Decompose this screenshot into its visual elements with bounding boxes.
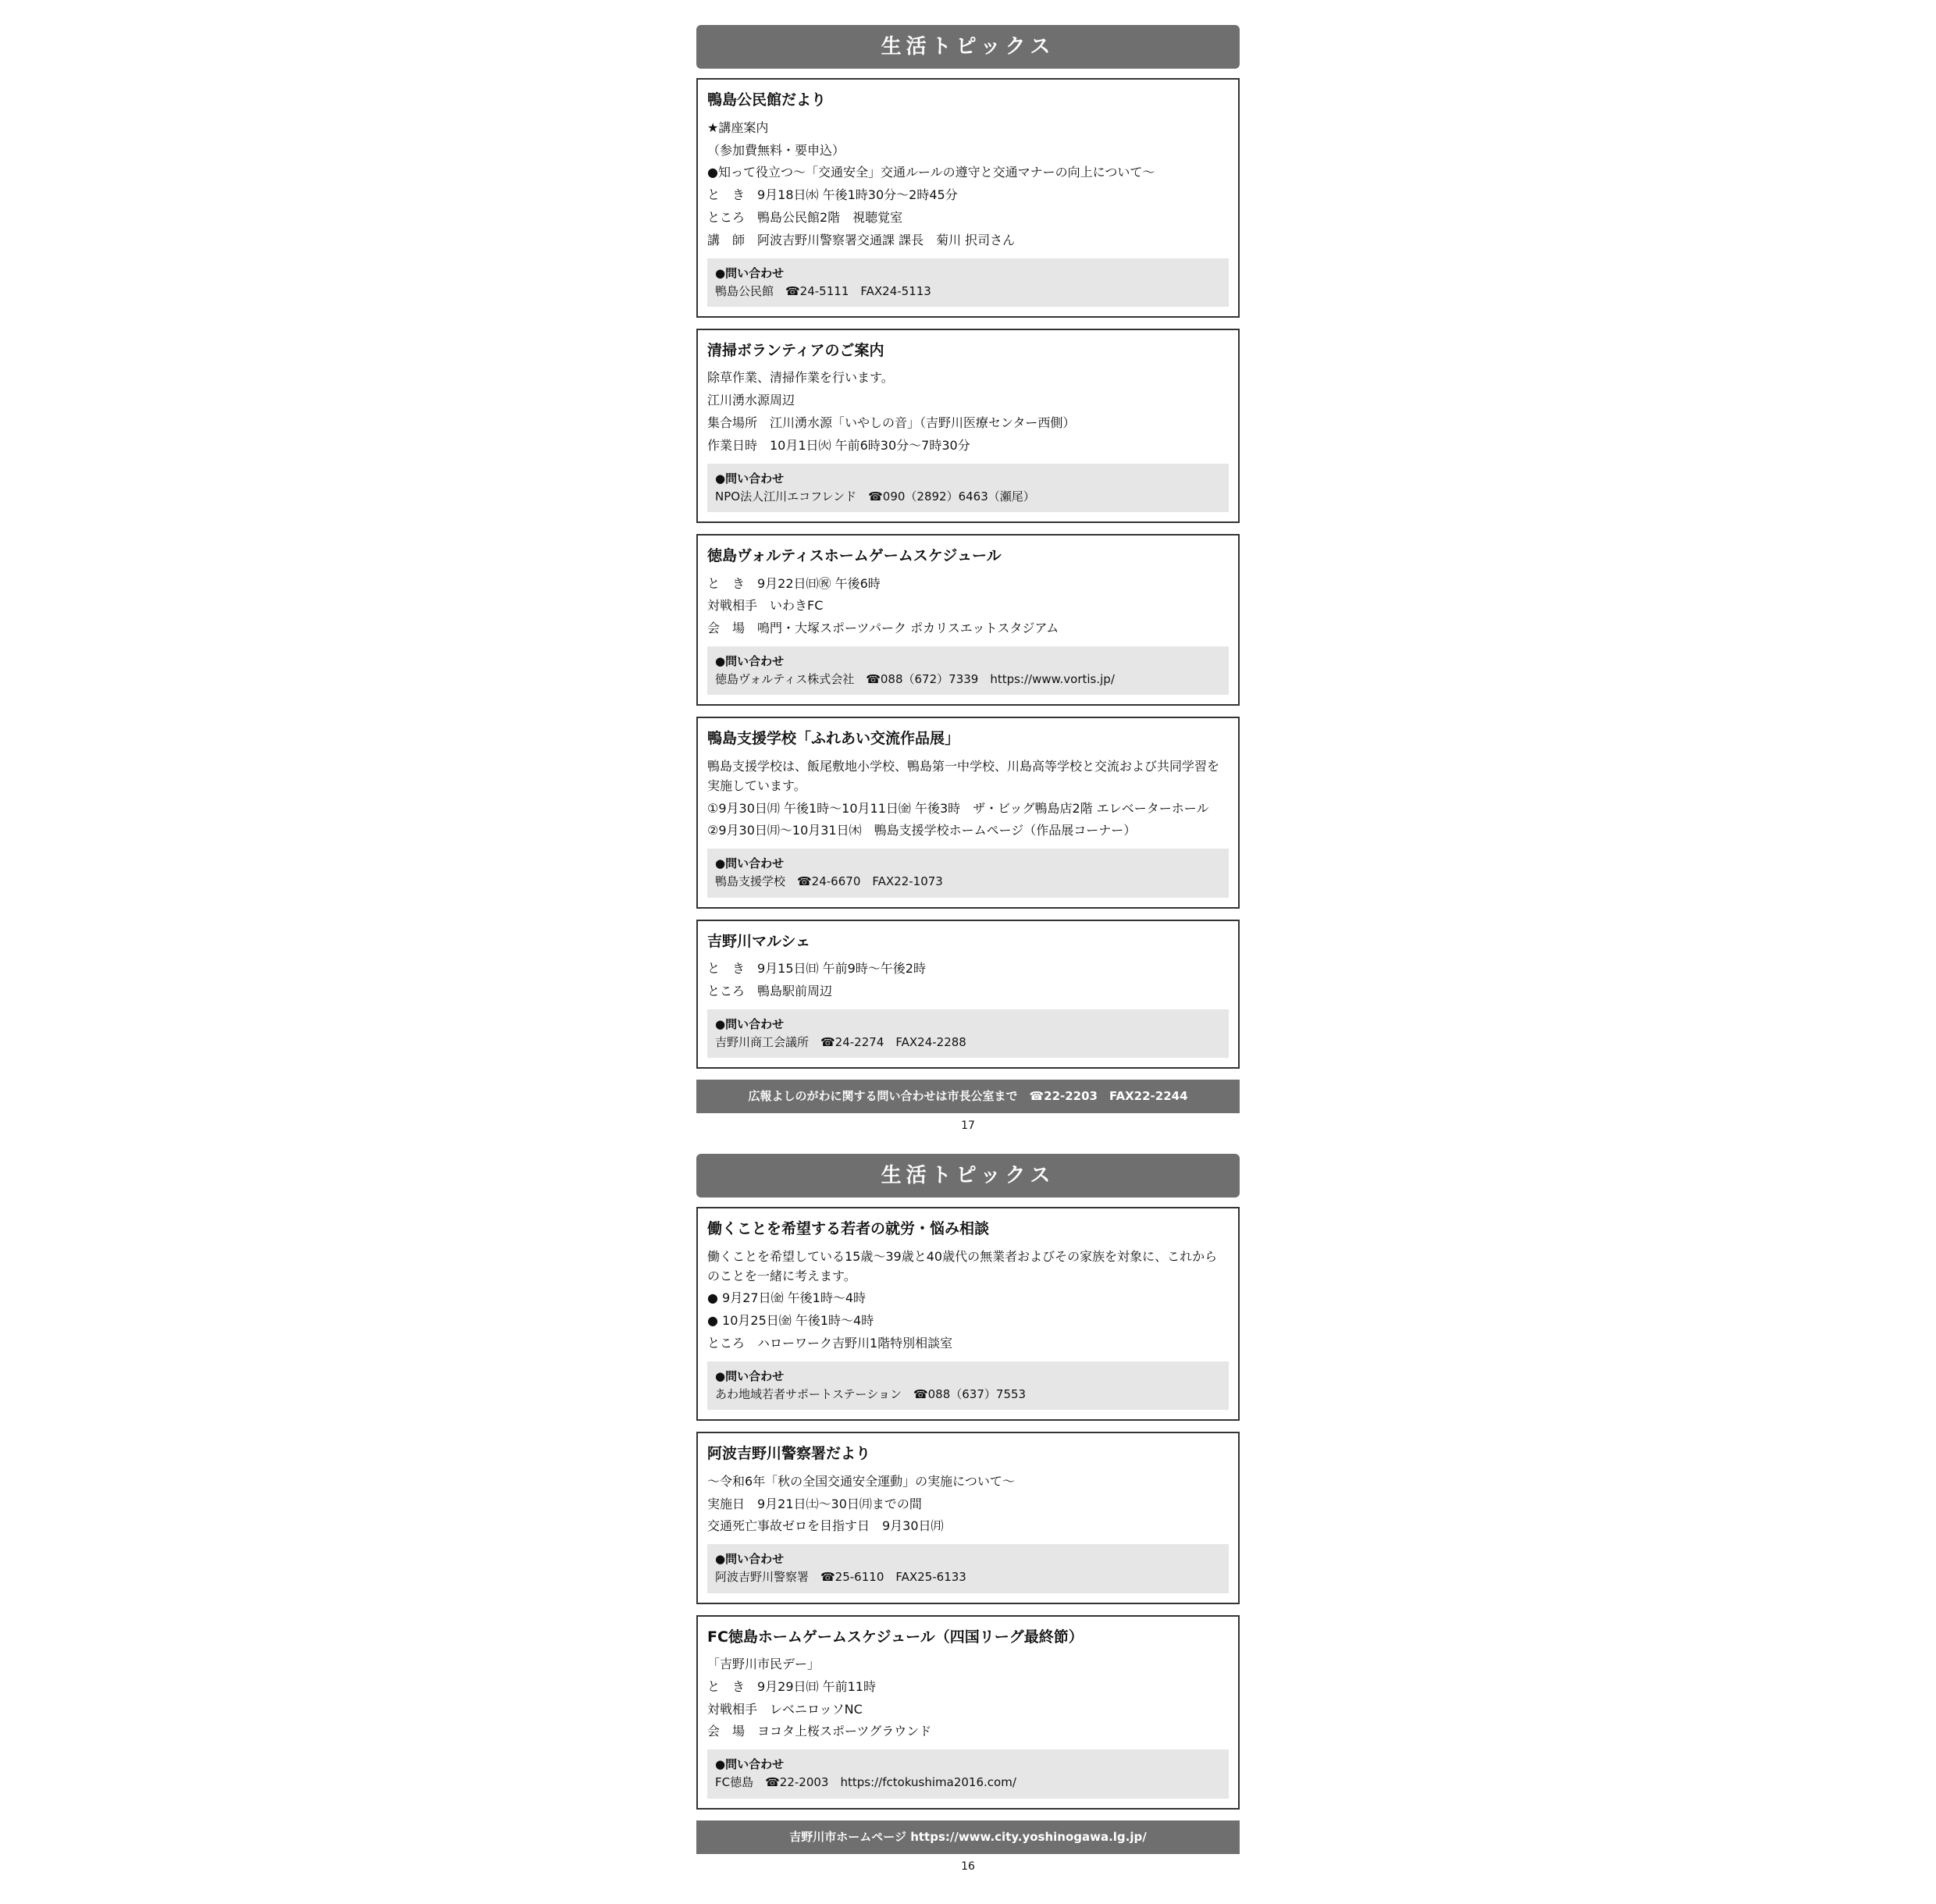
youth-section: 働くことを希望する若者の就労・悩み相談 働くことを希望している15歳〜39歳と40歳代の無業者およびその家族を対象に、これからのことを一緒に考えます。 ● 9月27日㈮ 午後1時〜4時 ● 10月25日㈮ 午後1時〜4時 ところ ハローワーク吉野川1階特別相談室 ●問い合わせ あわ地域若者サポートステーション ☎088（637）7553	[696, 1207, 1240, 1421]
kominkan-contact: ●問い合わせ 鴨島公民館 ☎24-5111 FAX24-5113	[707, 258, 1229, 308]
vortis-section: 徳島ヴォルティスホームゲームスケジュール と き 9月22日㈰㊗ 午後6時 対戦相手 いわきFC 会 場 鳴門・大塚スポーツパーク ポカリスエットスタジアム ●問い合わせ 徳島ヴォルティス株式会社 ☎088（672）7339 https://www.vortis.jp/	[696, 534, 1240, 706]
left-footer: 広報よしのがわに関する問い合わせは市長公室まで ☎22-2203 FAX22-2244	[696, 1080, 1240, 1113]
kominkan-section: 鴨島公民館だより ★講座案内 （参加費無料・要申込） ●知って役立つ〜「交通安全」交通ルールの遵守と交通マナーの向上について〜 と き 9月18日㈬ 午後1時30分〜2時45分 ところ 鴨島公民館2階 視聴覚室 講 師 阿波吉野川警察署交通課 課長 菊川 択司さん ●問い合わせ 鴨島公民館 ☎24-5111 FAX24-5113	[696, 78, 1240, 318]
police-section: 阿波吉野川警察署だより 〜令和6年「秋の全国交通安全運動」の実施について〜 実施日 9月21日㈯〜30日㈪までの間 交通死亡事故ゼロを目指す日 9月30日㈪ ●問い合わせ 阿波吉野川警察署 ☎25-6110 FAX25-6133	[696, 1432, 1240, 1603]
page-number-right: 16	[961, 1860, 975, 1873]
school-section: 鴨島支援学校「ふれあい交流作品展」 鴨島支援学校は、飯尾敷地小学校、鴨島第一中学校、川島高等学校と交流および共同学習を実施しています。 ①9月30日㈪ 午後1時〜10月11日㈮ 午後3時 ザ・ビッグ鴨島店2階 エレベーターホール ②9月30日㈪〜10月31日㈭ 鴨島支援学校ホームページ（作品展コーナー） ●問い合わせ 鴨島支援学校 ☎24-6670 FAX22-1073	[696, 717, 1240, 908]
newsletter	[687, 0, 1249, 1904]
fc-section: FC徳島ホームゲームスケジュール（四国リーグ最終節） 「吉野川市民デー」 と き 9月29日㈰ 午前11時 対戦相手 レベニロッソNC 会 場 ヨコタ上桜スポーツグラウンド ●問い合わせ FC徳島 ☎22-2003 https://fctokushima2016.com/	[696, 1615, 1240, 1810]
page-banner: 生活トピックス	[696, 25, 1240, 69]
right-footer: 吉野川市ホームページ https://www.city.yoshinogawa.lg.jp/	[696, 1820, 1240, 1854]
kominkan-title: 鴨島公民館だより	[707, 91, 827, 109]
volunteer-section: 清掃ボランティアのご案内 除草作業、清掃作業を行います。 江川湧水源周辺 集合場所 江川湧水源「いやしの音」（吉野川医療センター西側） 作業日時 10月1日㈫ 午前6時30分〜7時30分 ●問い合わせ NPO法人江川エコフレンド ☎090（2892）6463（瀬尾）	[696, 329, 1240, 523]
marche-section: 吉野川マルシェ と き 9月15日㈰ 午前9時〜午後2時 ところ 鴨島駅前周辺 ●問い合わせ 吉野川商工会議所 ☎24-2274 FAX24-2288	[696, 920, 1240, 1069]
page-banner-right: 生活トピックス	[696, 1154, 1240, 1198]
page-number-left: 17	[961, 1119, 975, 1133]
